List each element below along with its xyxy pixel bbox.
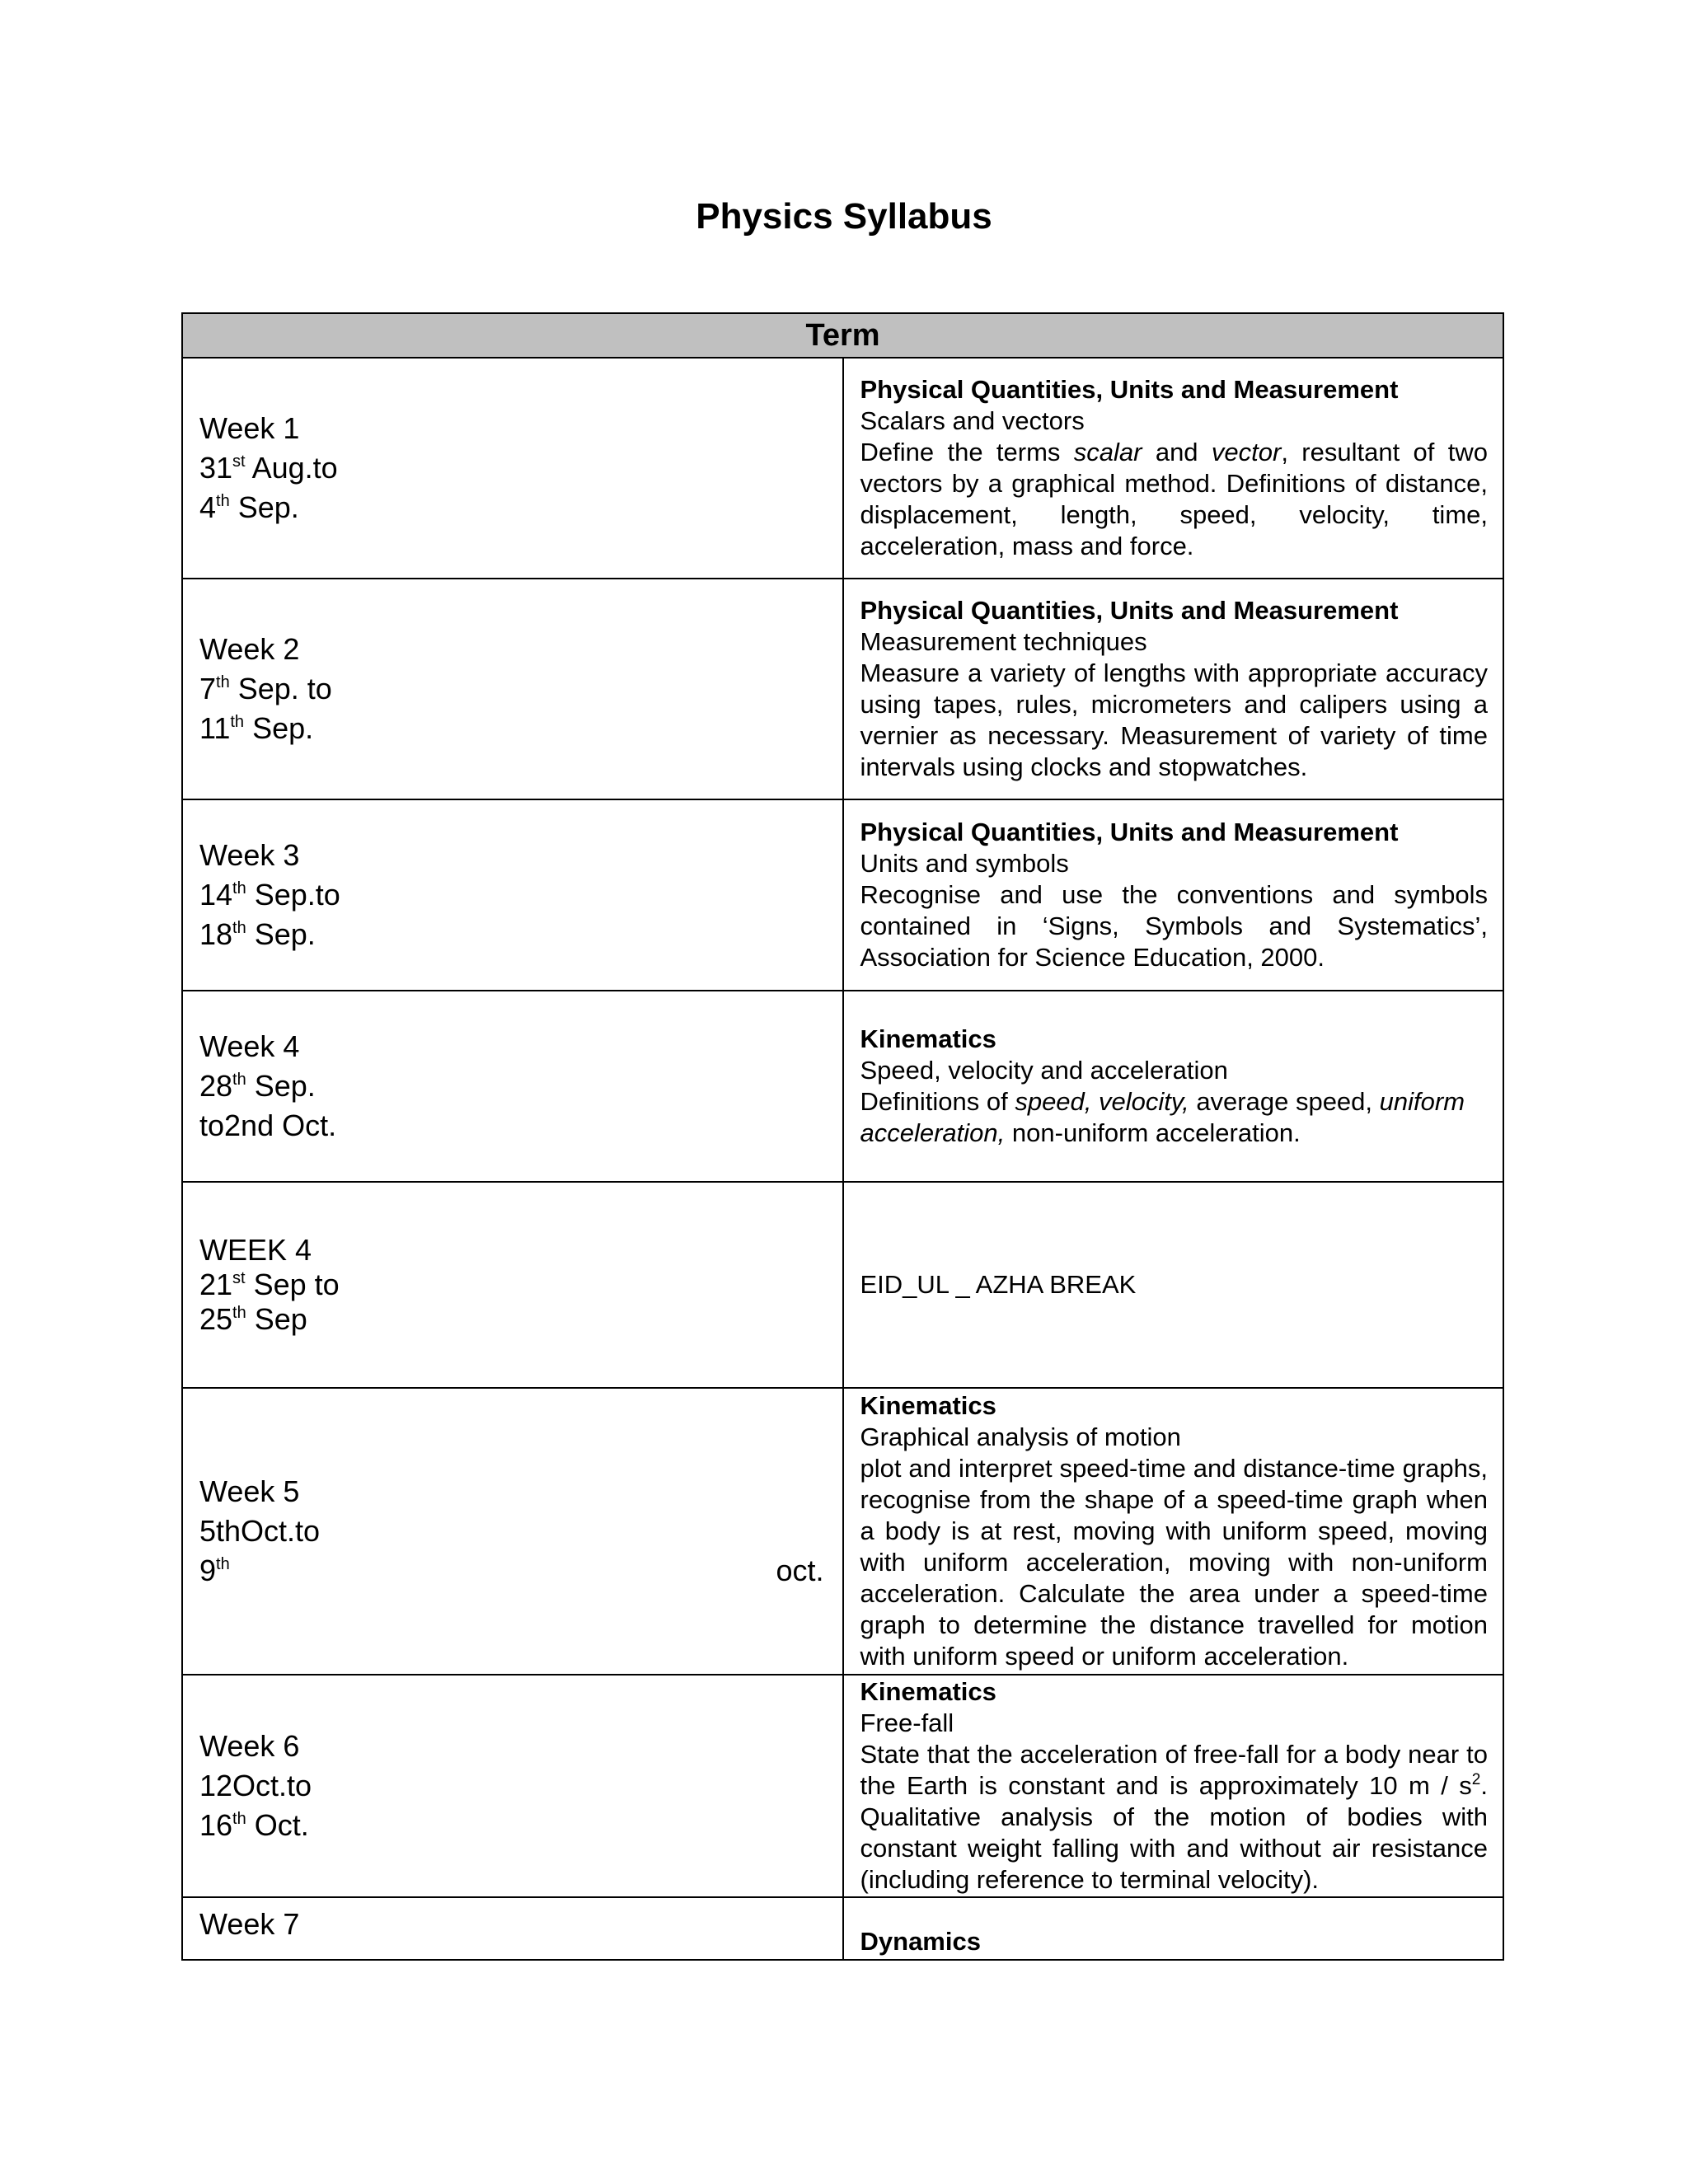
week-label: WEEK 4	[199, 1233, 312, 1267]
content-cell	[843, 1388, 1504, 1675]
week-label: Week 6	[199, 1729, 300, 1763]
break-note: EID_UL _ AZHA BREAK	[860, 1270, 1137, 1299]
week-label: Week 2	[199, 632, 300, 666]
week-end: 25th Sep	[199, 1302, 307, 1336]
week-end: 16th Oct.	[199, 1808, 309, 1842]
table-row	[182, 1897, 1503, 1960]
week-end: to2nd Oct.	[199, 1108, 337, 1142]
subtopic: Free-fall	[860, 1708, 954, 1737]
table-row	[182, 1182, 1503, 1388]
table-row	[182, 991, 1503, 1182]
week-start: 31st Aug.to	[199, 451, 338, 485]
subtopic: Units and symbols	[860, 849, 1069, 878]
week-start: 5thOct.to	[199, 1514, 321, 1548]
description: State that the acceleration of free-fall for a body near to the Earth is constant and is approximately 10 m / $s^2$. Qualitative analysis of the motion of bodies with constant weight falling with and without air resistance (including reference to terminal velocity).	[860, 1740, 1488, 1894]
topic-title: Physical Quantities, Units and Measurement	[860, 596, 1399, 625]
week-cell	[182, 1675, 843, 1897]
week-end: 9th oct.	[199, 1554, 824, 1587]
week-label: Week 3	[199, 838, 300, 872]
description: plot and interpret speed-time and distance-time graphs, recognise from the shape of a speed-time graph when a body is at rest, moving with uniform speed, moving with uniform acceleration, moving with non-uniform acceleration. Calculate the area under a speed-time graph to determine the distance travelled for motion with uniform speed or uniform acceleration.	[860, 1454, 1488, 1671]
page-title: Physics Syllabus	[696, 196, 992, 237]
subtopic: Scalars and vectors	[860, 406, 1085, 435]
content-cell	[843, 1897, 1504, 1960]
week-start: 12Oct.to	[199, 1769, 312, 1802]
table-row	[182, 1675, 1503, 1897]
week-start: 14th Sep.to	[199, 878, 340, 912]
term-header: Term	[182, 313, 1503, 358]
topic-title: Kinematics	[860, 1677, 996, 1706]
description: Define the terms scalar and vector, resultant of two vectors by a graphical method. Definitions of distance, displacement, length, speed, velocity, time, acceleration, mass and force.	[860, 438, 1488, 560]
week-label: Week 4	[199, 1029, 300, 1063]
topic-title: Kinematics	[860, 1391, 996, 1420]
week-label: Week 7	[199, 1907, 300, 1941]
content-cell	[843, 1675, 1504, 1897]
week-start: 7th Sep. to	[199, 672, 332, 705]
week-end: 11th Sep.	[199, 711, 314, 745]
week-cell	[182, 1897, 843, 1960]
table-row	[182, 1388, 1503, 1675]
week-cell	[182, 1388, 843, 1675]
week-label: Week 1	[199, 411, 300, 445]
week-cell	[182, 579, 843, 799]
description: Measure a variety of lengths with appropriate accuracy using tapes, rules, micrometers and calipers using a vernier as necessary. Measurement of variety of time intervals using clocks and stopwatches.	[860, 658, 1488, 781]
content-cell	[843, 799, 1504, 991]
syllabus-table	[181, 312, 1504, 1961]
topic-title: Dynamics	[860, 1927, 981, 1956]
subtopic: Speed, velocity and acceleration	[860, 1056, 1228, 1085]
week-cell	[182, 358, 843, 579]
week-end: 18th Sep.	[199, 917, 316, 951]
subtopic: Measurement techniques	[860, 627, 1147, 656]
table-row	[182, 579, 1503, 799]
table-header-row	[182, 313, 1503, 358]
week-cell	[182, 991, 843, 1182]
content-cell	[843, 1182, 1504, 1388]
week-cell	[182, 1182, 843, 1388]
week-label: Week 5	[199, 1474, 300, 1508]
description: Recognise and use the conventions and symbols contained in ‘Signs, Symbols and Systematics’, Association for Science Education, 2000.	[860, 880, 1488, 972]
table-row	[182, 799, 1503, 991]
topic-title: Physical Quantities, Units and Measurement	[860, 375, 1399, 404]
week-end: 4th Sep.	[199, 490, 299, 524]
content-cell	[843, 358, 1504, 579]
week-cell	[182, 799, 843, 991]
content-cell	[843, 579, 1504, 799]
topic-title: Kinematics	[860, 1024, 996, 1053]
week-start: 28th Sep.	[199, 1069, 316, 1103]
description: Definitions of speed, velocity, average speed, uniform acceleration, non-uniform acceleration.	[860, 1087, 1465, 1147]
week-start: 21st Sep to	[199, 1268, 340, 1301]
table-row	[182, 358, 1503, 579]
subtopic: Graphical analysis of motion	[860, 1422, 1181, 1451]
topic-title: Physical Quantities, Units and Measurement	[860, 818, 1399, 846]
content-cell	[843, 991, 1504, 1182]
